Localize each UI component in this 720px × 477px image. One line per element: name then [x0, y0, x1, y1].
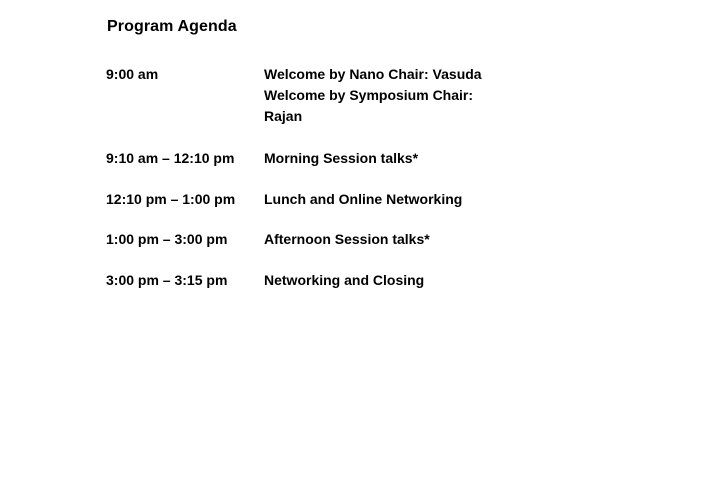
agenda-item — [106, 189, 586, 230]
agenda-time: 1:00 pm – 3:00 pm — [106, 231, 228, 247]
agenda-description-line: Morning Session talks* — [264, 150, 419, 166]
agenda-item — [106, 270, 586, 311]
agenda-time: 9:10 am – 12:10 pm — [106, 150, 235, 166]
agenda-list — [106, 64, 586, 310]
agenda-time: 9:00 am — [106, 66, 159, 82]
agenda-description-line: Lunch and Online Networking — [264, 190, 463, 207]
agenda-description — [264, 64, 486, 127]
agenda-item — [106, 64, 586, 148]
agenda-time: 3:00 pm – 3:15 pm — [106, 271, 228, 288]
agenda-description-line: Welcome by Nano Chair: Vasuda — [264, 66, 482, 82]
agenda-description-line: Afternoon Session talks* — [264, 231, 430, 247]
agenda-description — [264, 270, 486, 291]
agenda-description — [264, 189, 486, 210]
agenda-item — [106, 229, 586, 270]
agenda-description-line: Welcome by Symposium Chair: — [264, 87, 474, 103]
agenda-time: 12:10 pm – 1:00 pm — [106, 190, 236, 207]
agenda-description — [264, 148, 486, 169]
agenda-item — [106, 148, 586, 189]
page-title: Program Agenda — [107, 18, 237, 35]
agenda-description-line: Networking and Closing — [264, 271, 425, 288]
agenda-description — [264, 229, 486, 250]
agenda-description-line: Rajan — [264, 108, 303, 124]
